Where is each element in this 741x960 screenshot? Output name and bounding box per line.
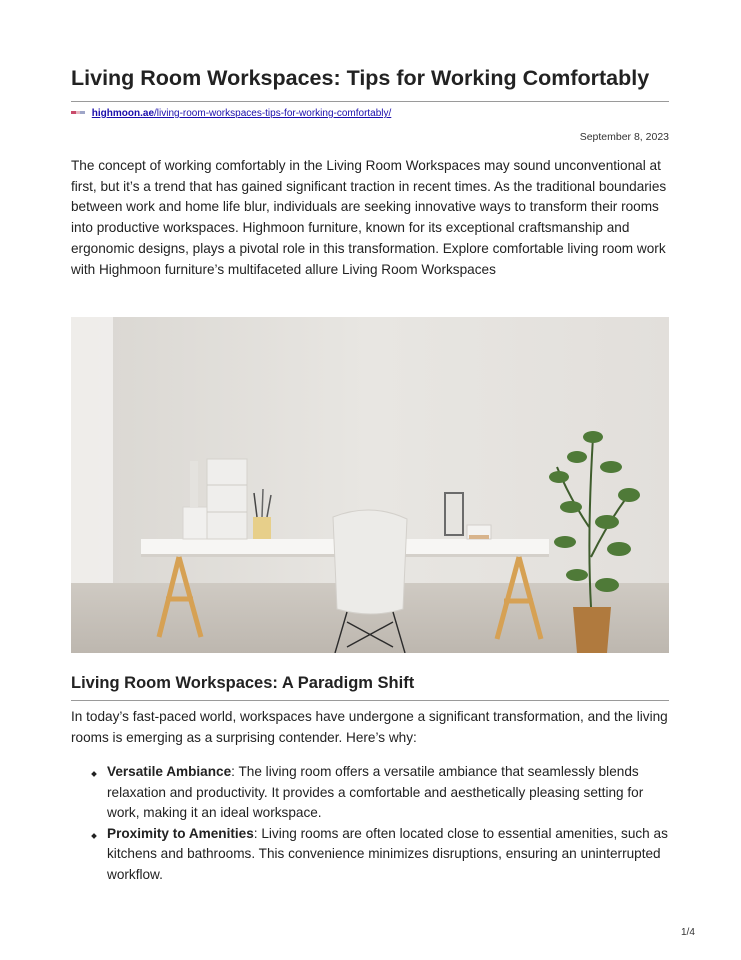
list-item — [71, 762, 669, 824]
source-link[interactable] — [92, 108, 392, 119]
section-paragraph: In today’s fast-paced world, workspaces have undergone a significant transformation, and the living rooms is emerging as a surprising contender. Here’s why: — [71, 709, 668, 745]
site-favicon-icon — [71, 110, 85, 116]
source-domain: highmoon.ae — [91, 108, 155, 119]
source-path: /living-room-workspaces-tips-for-working-comfortably/ — [154, 108, 392, 119]
article-title: Living Room Workspaces: Tips for Working Comfortably — [71, 66, 650, 90]
intro-paragraph: The concept of working comfortably in the Living Room Workspaces may sound unconventional at first, but it’s a trend that has gained significant traction in recent times. As the traditional boundaries between work and home life blur, individuals are seeking innovative ways to transform their rooms into productive workspaces. Highmoon furniture, known for its exceptional craftsmanship and ergonomic designs, plays a pivotal role in this transformation. Explore comfortable living room work with Highmoon furniture’s multifaceted allure Living Room Workspaces — [71, 158, 667, 277]
title-divider — [71, 101, 669, 102]
source-line — [71, 108, 391, 119]
bullet-text: : The living room offers a versatile ambiance that seamlessly blends relaxation and productivity. It provides a comfortable and aesthetically pleasing setting for work, making it an ideal workspace. — [107, 764, 644, 820]
section-divider — [71, 700, 669, 701]
publish-date: September 8, 2023 — [579, 131, 669, 143]
bullet-term: Proximity to Amenities — [107, 825, 254, 841]
bullet-list — [71, 762, 669, 885]
bullet-text: : Living rooms are often located close to essential amenities, such as kitchens and bathrooms. This convenience minimizes disruptions, ensuring an uninterrupted workflow. — [107, 825, 668, 882]
bullet-icon — [91, 833, 97, 839]
section-heading: Living Room Workspaces: A Paradigm Shift — [71, 674, 415, 692]
workspace-photo — [71, 317, 669, 653]
page-number: 1/4 — [681, 927, 695, 938]
list-item — [71, 824, 669, 886]
bullet-icon — [91, 771, 97, 777]
bullet-term: Versatile Ambiance — [107, 764, 232, 779]
